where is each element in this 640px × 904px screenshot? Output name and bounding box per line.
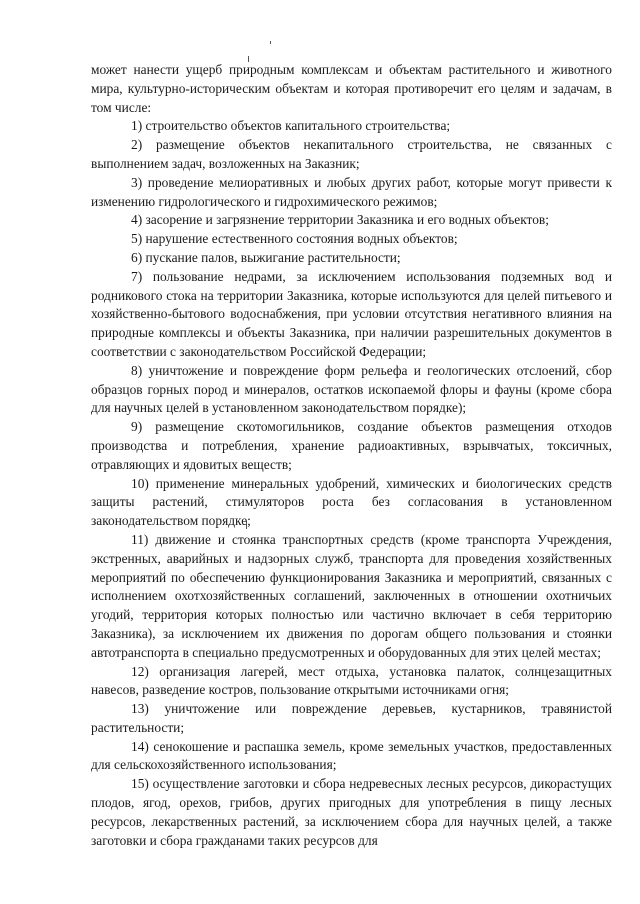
list-item: 4) засорение и загрязнение территории Заказника и его водных объектов; — [131, 212, 549, 228]
list-item: 11) движение и стоянка транспортных средств (кроме транспорта Учреждения, экстренных, аварийных и надзорных служб, транспорта для проведения хозяйственных мероприятий по обеспечению функционирования Заказника и мероприятий, связанных с исполнением охотхозяйственных соглашений, заключенных в отношении охотничьих угодий, территория которых полностью или частично включает в себя территорию Заказника), за исключением их движения по дорогам общего пользования и стоянки автотранспорта в специально предусмотренных и оборудованных для этих целей местах; — [91, 531, 612, 660]
list-item: 10) применение минеральных удобрений, химических и биологических средств защиты растений, стимуляторов роста без согласования в установленном законодательством порядке; — [91, 475, 612, 529]
list-item: 7) пользование недрами, за исключением использования подземных вод и родникового стока на территории Заказника, которые используются для целей питьевого и хозяйственно-бытового водоснабжения, при условии отсутствия негативного влияния на природные комплексы и объекты Заказника, при наличии разрешительных документов в соответствии с законодательством Российской Федерации; — [91, 268, 612, 359]
scan-mark — [270, 41, 271, 44]
list-item: 5) нарушение естественного состояния водных объектов; — [131, 231, 458, 247]
lead-paragraph: может нанести ущерб природным комплексам и объектам растительного и животного мира, культурно-историческим объектам и которая противоречит его целям и задачам, в том числе: — [91, 62, 612, 115]
list-item: 9) размещение скотомогильников, создание объектов размещения отходов производства и потребления, хранение радиоактивных, взрывчатых, токсичных, отравляющих и ядовитых веществ; — [91, 419, 612, 472]
list-item: 12) организация лагерей, мест отдыха, установка палаток, солнцезащитных навесов, разведение костров, пользование открытыми источниками огня; — [91, 663, 612, 698]
list-item: 3) проведение мелиоративных и любых других работ, которые могут привести к изменению гидрологического и гидрохимического режимов; — [91, 174, 612, 209]
list-item: 13) уничтожение или повреждение деревьев, кустарников, травянистой растительности; — [91, 701, 612, 735]
list-item: 14) сенокошение и распашка земель, кроме земельных участков, предоставленных для сельскохозяйственного использования; — [91, 738, 612, 773]
list-item: 15) осуществление заготовки и сбора недревесных лесных ресурсов, дикорастущих плодов, ягод, орехов, грибов, других пригодных для употребления в пищу лесных ресурсов, лекарственных растений, за исключением сбора для научных целей, а также заготовки и сбора гражданами таких ресурсов для — [91, 776, 612, 848]
list-item: 8) уничтожение и повреждение форм рельефа и геологических отслоений, сбор образцов горных пород и минералов, остатков ископаемой флоры и фауны (кроме сбора для научных целей в установленном законодательством порядке); — [91, 362, 612, 416]
list-item: 6) пускание палов, выжигание растительности; — [131, 249, 401, 265]
document-body — [91, 61, 612, 850]
list-item: 2) размещение объектов некапитального строительства, не связанных с выполнением задач, возложенных на Заказник; — [91, 137, 612, 171]
list-item: 1) строительство объектов капитального строительства; — [131, 118, 451, 134]
